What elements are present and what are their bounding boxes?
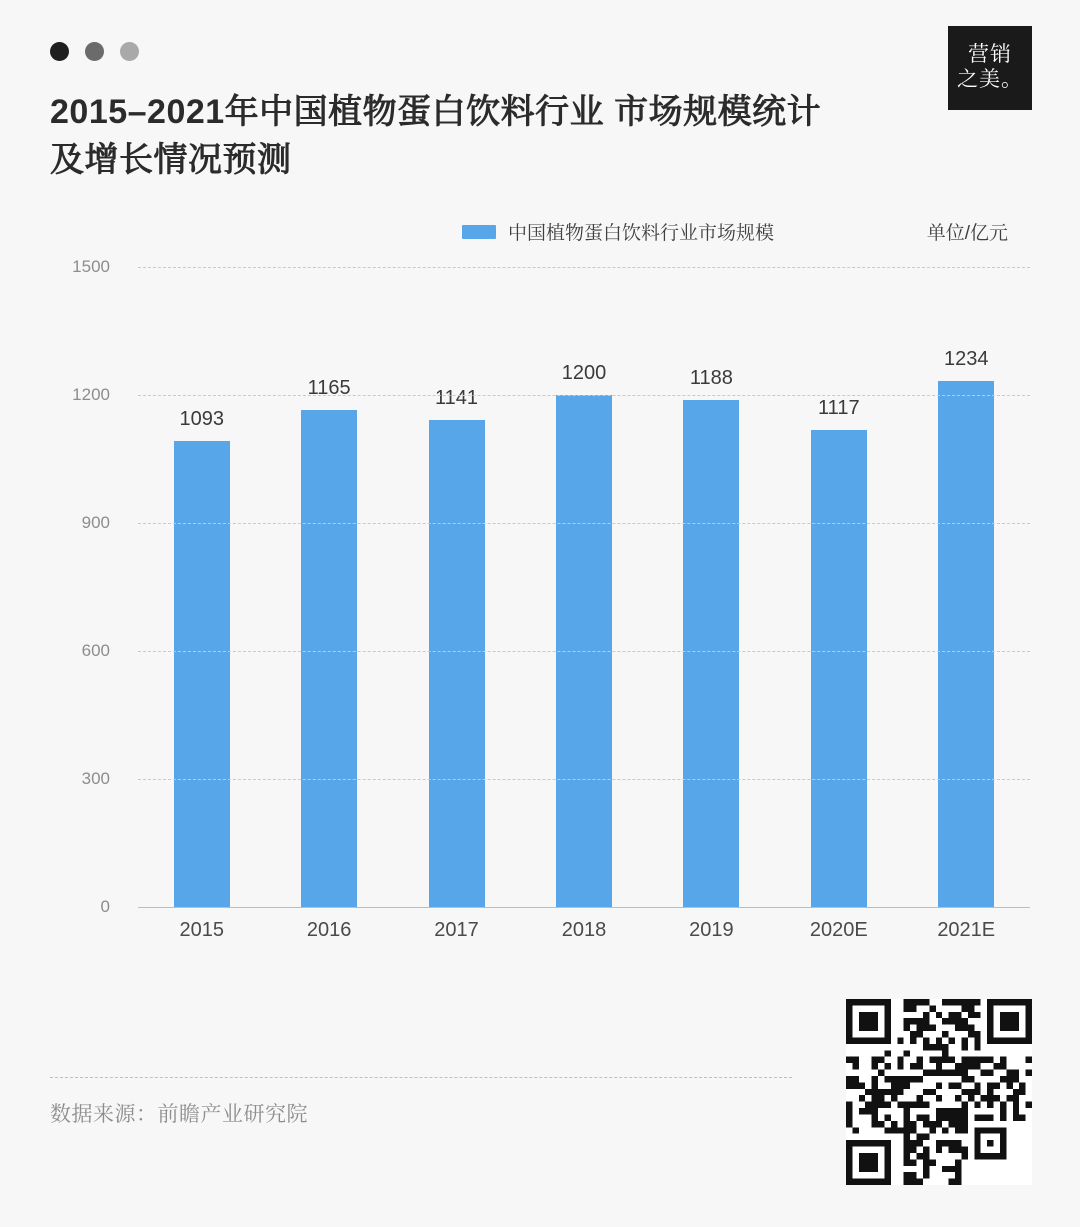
bar-column <box>520 267 647 907</box>
bar-chart <box>50 254 1030 954</box>
bar-value-label: 1234 <box>943 347 989 370</box>
legend-swatch <box>462 225 496 239</box>
bar-value-label: 1165 <box>307 376 351 399</box>
bar <box>429 420 485 907</box>
y-axis-tick-label: 1200 <box>72 385 110 404</box>
x-axis-tick-label: 2018 <box>561 919 607 941</box>
x-axis-labels <box>138 919 1030 942</box>
bar <box>811 430 867 907</box>
y-axis-tick-label: 1500 <box>72 257 110 276</box>
bar-column <box>138 267 265 907</box>
y-axis-tick-label: 900 <box>81 513 110 532</box>
plot-area <box>72 257 1030 916</box>
dot-light <box>120 42 139 61</box>
bar-value-label: 1117 <box>818 397 860 420</box>
bar <box>301 410 357 907</box>
brand-logo <box>948 26 1032 110</box>
bar-column <box>393 267 520 907</box>
bar <box>683 400 739 907</box>
bar-value-label: 1093 <box>179 407 224 430</box>
x-axis-tick-label: 2021E <box>937 919 996 941</box>
y-axis-tick-label: 300 <box>81 769 110 788</box>
dot-mid <box>85 42 104 61</box>
bar-value-label: 1200 <box>561 362 607 384</box>
bar-series <box>138 267 1030 907</box>
unit-label: 单位/亿元 <box>926 223 1008 244</box>
gridline <box>138 651 1030 652</box>
x-axis-tick-label: 2015 <box>179 919 224 941</box>
header-dots <box>50 42 139 61</box>
bar-value-label: 1188 <box>689 367 733 390</box>
y-axis-tick-label: 600 <box>81 641 110 660</box>
x-axis-tick-label: 2017 <box>434 919 479 941</box>
x-axis-tick-label: 2019 <box>689 919 734 941</box>
brand-logo-line2: 之美。 <box>957 68 1023 91</box>
bar <box>938 381 994 908</box>
gridline <box>138 267 1030 268</box>
gridline <box>138 779 1030 780</box>
gridline <box>138 395 1030 396</box>
footer-divider <box>50 1077 792 1078</box>
legend-label: 中国植物蛋白饮料行业市场规模 <box>508 223 775 244</box>
x-axis-tick-label: 2020E <box>809 919 868 941</box>
x-axis-line <box>138 907 1030 908</box>
brand-logo-line1: 营销 <box>968 43 1012 67</box>
dot-dark <box>50 42 69 61</box>
bar <box>174 441 230 907</box>
bar-column <box>903 267 1030 907</box>
y-axis-tick-label: 0 <box>100 897 110 916</box>
page-title: 2015–2021年中国植物蛋白饮料行业 市场规模统计及增长情况预测 <box>50 93 822 180</box>
qr-code-image <box>846 999 1032 1185</box>
bar-column <box>265 267 392 907</box>
data-source: 数据来源：前瞻产业研究院 <box>50 1103 308 1126</box>
x-axis-tick-label: 2016 <box>306 919 352 941</box>
bar-column <box>648 267 775 907</box>
qr-code[interactable] <box>846 999 1032 1185</box>
chart-legend <box>462 218 774 245</box>
bar-value-label: 1141 <box>435 387 479 410</box>
bar-column <box>775 267 902 907</box>
gridline <box>138 523 1030 524</box>
